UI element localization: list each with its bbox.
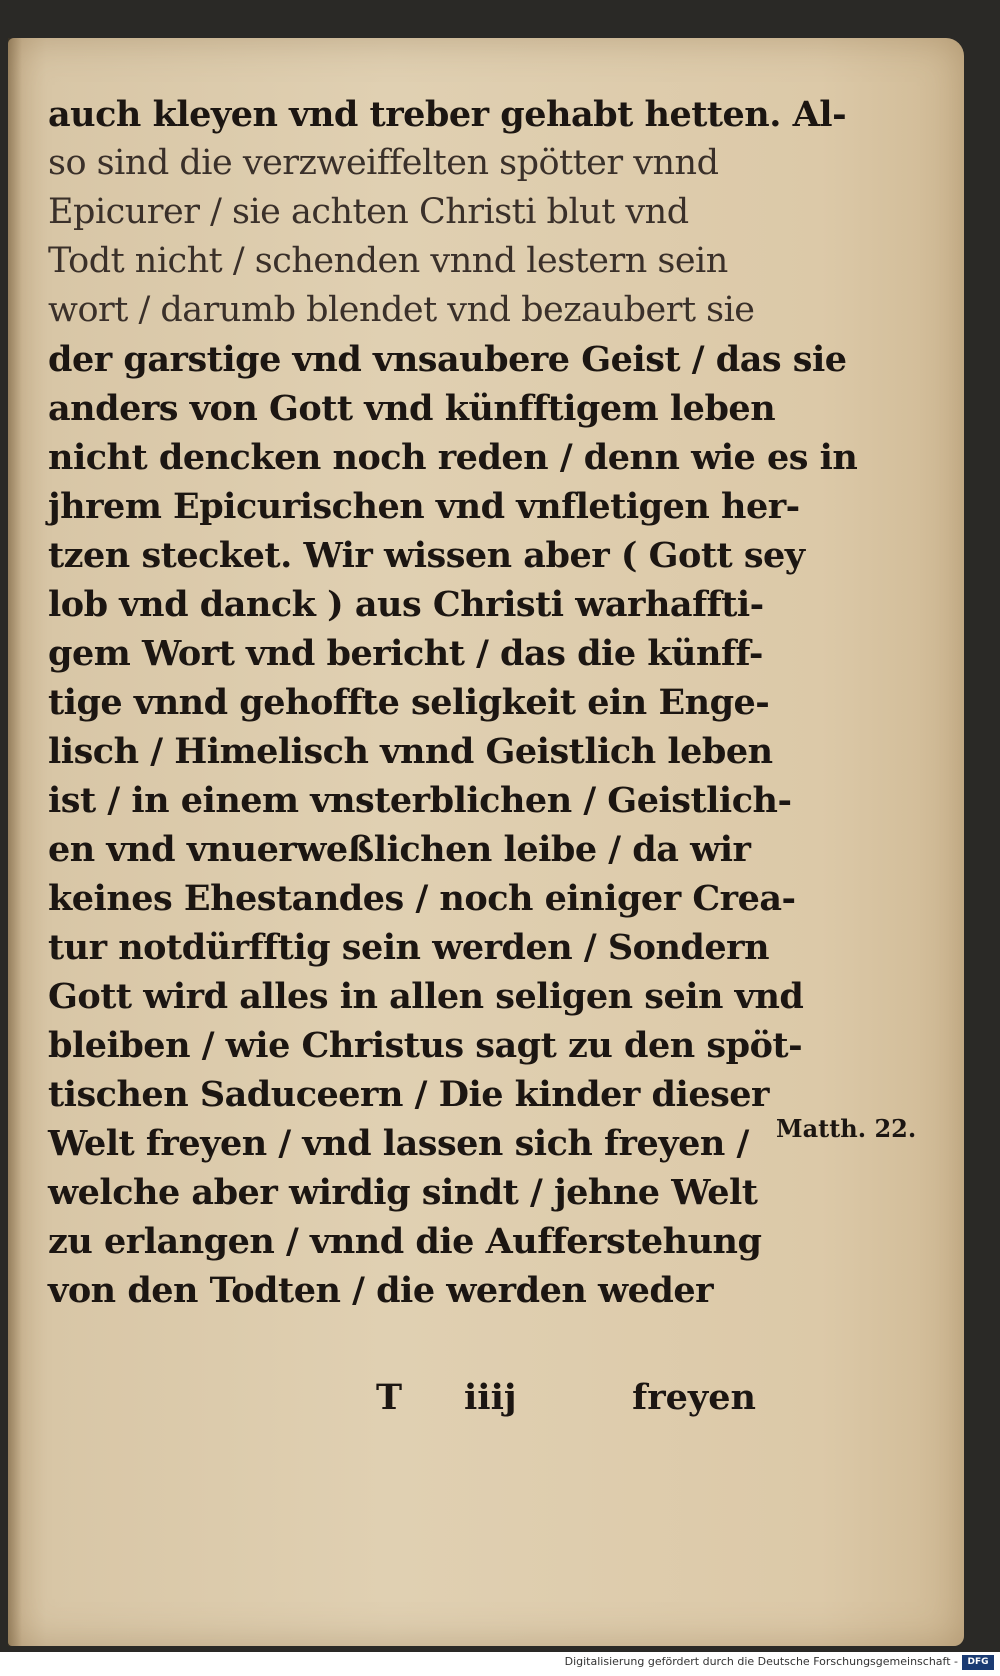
text-line: welche aber wirdig sindt / jehne Welt	[48, 1172, 758, 1213]
text-line: tischen Saduceern / Die kinder dieser	[48, 1074, 769, 1115]
text-line: Welt freyen / vnd lassen sich freyen /	[48, 1123, 749, 1164]
text-line: so sind die verzweiffelten spötter vnnd	[48, 143, 719, 183]
text-line: von den Todten / die werden weder	[48, 1270, 714, 1311]
text-line: anders von Gott vnd künfftigem leben	[48, 388, 776, 429]
footer-bar	[0, 1652, 1000, 1676]
text-line: en vnd vnuerweßlichen leibe / da wir	[48, 829, 751, 870]
book-page	[8, 38, 964, 1646]
text-line: tige vnnd gehoffte seligkeit ein Enge-	[48, 682, 770, 723]
text-line: lisch / Himelisch vnnd Geistlich leben	[48, 731, 773, 772]
text-line: wort / darumb blendet vnd bezaubert sie	[48, 290, 755, 330]
text-line: lob vnd danck ) aus Christi warhaffti-	[48, 584, 764, 625]
text-line: Epicurer / sie achten Christi blut vnd	[48, 192, 689, 232]
text-line: ist / in einem vnsterblichen / Geistlich-	[48, 780, 792, 821]
text-line: bleiben / wie Christus sagt zu den spöt-	[48, 1025, 803, 1066]
text-line: keines Ehestandes / noch einiger Crea-	[48, 878, 796, 919]
text-line: tur notdürfftig sein werden / Sondern	[48, 927, 770, 968]
signature-line	[376, 1373, 756, 1422]
text-line: Gott wird alles in allen seligen sein vnd	[48, 976, 804, 1017]
signature-number: iiij	[464, 1377, 517, 1418]
signature-letter: T	[376, 1377, 403, 1418]
text-line: zu erlangen / vnnd die Aufferstehung	[48, 1221, 762, 1262]
text-line: jhrem Epicurischen vnd vnfletigen her-	[48, 486, 800, 527]
footer-credit: Digitalisierung gefördert durch die Deutsche Forschungsgemeinschaft -	[564, 1655, 958, 1668]
dfg-logo: DFG	[962, 1655, 994, 1670]
text-line: gem Wort vnd bericht / das die künff-	[48, 633, 763, 674]
catchword: freyen	[632, 1377, 756, 1418]
text-line: nicht dencken noch reden / denn wie es in	[48, 437, 858, 478]
text-line: der garstige vnd vnsaubere Geist / das sie	[48, 339, 847, 380]
marginal-note: Matth. 22.	[776, 1114, 917, 1143]
text-line: tzen stecket. Wir wissen aber ( Gott sey	[48, 535, 805, 576]
text-line: auch kleyen vnd treber gehabt hetten. Al-	[48, 94, 847, 135]
text-line: Todt nicht / schenden vnnd lestern sein	[48, 241, 728, 281]
